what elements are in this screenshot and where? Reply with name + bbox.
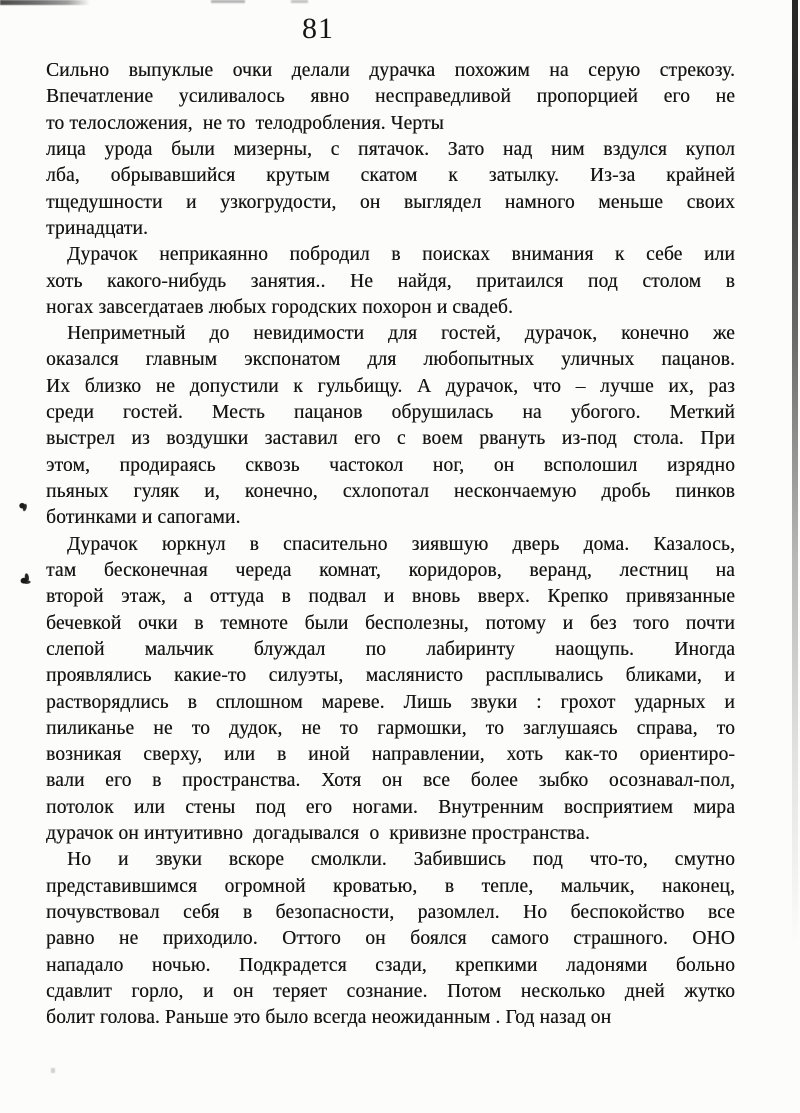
text-line: Неприметный до невидимости для гостей, дурачок, конечно же — [67, 323, 735, 345]
text-line: второй этаж, а оттуда в подвал и вновь вверх. Крепко привязанные — [46, 586, 735, 608]
text-line: растворядлись в сплошном мареве. Лишь звуки : грохот ударных и — [46, 691, 735, 713]
text-line: болит голова. Раньше это было всегда неожиданным . Год назад он — [46, 1007, 612, 1029]
text-line: этом, продираясь сквозь частокол ног, он всполошил изрядно — [46, 454, 735, 476]
text-line: ботинками и сапогами. — [46, 507, 241, 529]
text-line: вали его в пространства. Хотя он все более зыбко осознавал-пол, — [46, 770, 735, 792]
scan-speck-bottom — [51, 1068, 55, 1073]
page-number: 81 — [302, 12, 334, 45]
text-line: выстрел из воздушки заставил его с воем рвануть из-под стола. При — [46, 428, 735, 450]
text-line: потолок или стены под его ногами. Внутренним восприятием мира — [46, 796, 735, 818]
scan-smudge-top-mid — [211, 0, 245, 3]
text-line: лба, обрывавшийся крутым скатом к затылку. Из-за крайней — [46, 165, 735, 187]
text-line: Впечатление усиливалось явно несправедливой пропорцией его не — [46, 86, 735, 108]
margin-ink-mark — [17, 500, 29, 513]
text-line: сдавлит горло, и он теряет сознание. Потом несколько дней жутко — [46, 980, 735, 1002]
scan-edge-shadow — [792, 0, 798, 1113]
text-line: пиликанье не то дудок, не то гармошки, то заглушаясь справа, то — [46, 717, 735, 739]
text-line: Но и звуки вскоре смолкли. Забившись под что-то, смутно — [67, 849, 735, 871]
text-line: равно не приходило. Оттого он боялся самого страшного. ОНО — [46, 928, 735, 950]
page-text — [46, 58, 735, 1032]
text-line: то телосложения, не то телодробления. Черты — [46, 112, 444, 134]
text-line: бечевкой очки в темноте были бесполезны, потому и без того почти — [46, 612, 735, 634]
scan-smudge-top-left — [0, 0, 90, 5]
text-line: тринадцати. — [46, 217, 149, 239]
text-line: ногах завсегдатаев любых городских похорон и свадеб. — [46, 296, 513, 318]
text-line: представившимся огромной кроватью, в тепле, мальчик, наконец, — [46, 875, 735, 897]
text-line: нападало ночью. Подкрадется сзади, крепкими ладонями больно — [46, 954, 735, 976]
text-line: дурачок он интуитивно догадывался о кривизне пространства. — [46, 823, 590, 845]
text-line: хоть какого-нибудь занятия.. Не найдя, притаился под столом в — [46, 270, 735, 292]
text-line: проявлялись какие-то силуэты, маслянисто расплывались бликами, и — [46, 665, 735, 687]
margin-ink-mark — [18, 571, 33, 587]
text-line: лица урода были мизерны, с пятачок. Зато над ним вздулся купол — [46, 138, 735, 160]
text-line: почувствовал себя в безопасности, разомлел. Но беспокойство все — [46, 902, 735, 923]
text-line: слепой мальчик блуждал по лабиринту наощупь. Иногда — [46, 638, 735, 660]
text-line: Дурачок юркнул в спасительно зиявшую дверь дома. Казалось, — [67, 533, 735, 555]
text-line: возникая сверху, или в иной направлении, хоть как-то ориентиро- — [46, 744, 735, 766]
text-line: тщедушности и узкогрудости, он выглядел намного меньше своих — [46, 191, 735, 213]
text-line: Сильно выпуклые очки делали дурачка похожим на серую стрекозу. — [46, 60, 735, 81]
text-line: Их близко не допустили к гульбищу. А дурачок, что – лучше их, раз — [46, 375, 735, 397]
text-line: Дурачок неприкаянно побродил в поисках внимания к себе или — [67, 244, 735, 266]
text-line: среди гостей. Месть пацанов обрушилась на убогого. Меткий — [46, 402, 735, 424]
scan-smudge-top-mid-2 — [291, 0, 308, 3]
text-line: оказался главным экспонатом для любопытных уличных пацанов. — [46, 349, 735, 371]
text-line: пьяных гуляк и, конечно, схлопотал нескончаемую дробь пинков — [46, 481, 735, 502]
text-line: там бесконечная череда комнат, коридоров, веранд, лестниц на — [46, 559, 735, 581]
